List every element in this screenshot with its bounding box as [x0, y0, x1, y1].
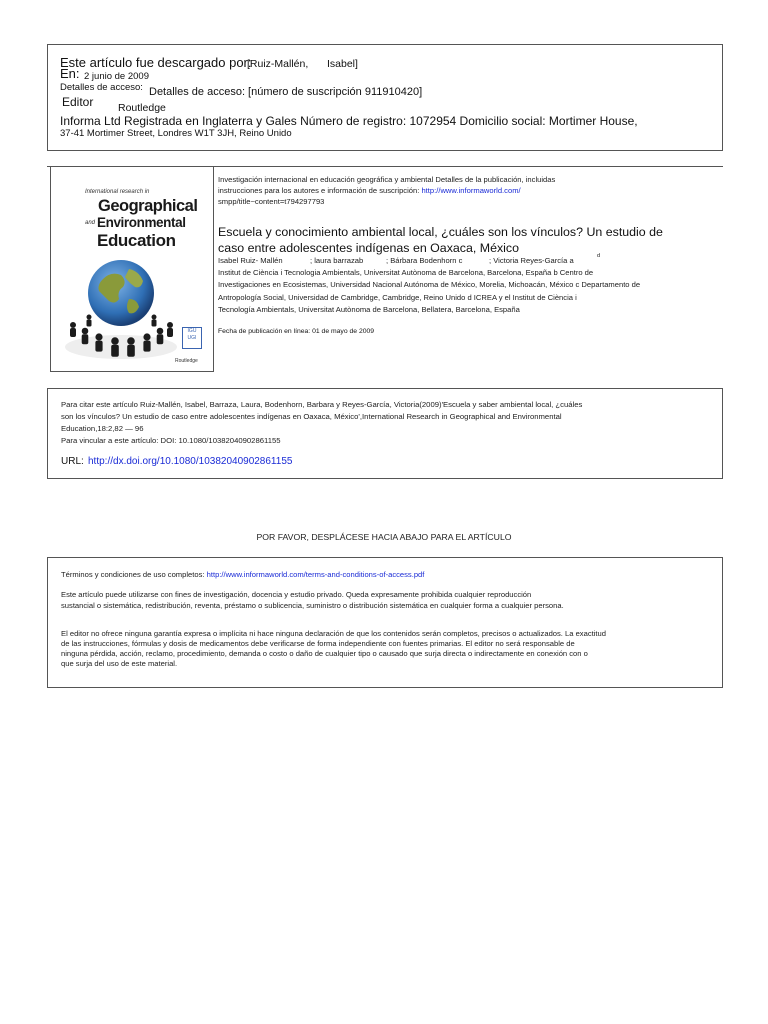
cover-line-3: Environmental — [97, 215, 186, 230]
terms-p2-line-1: El editor no ofrece ninguna garantía expresa o implícita ni hace ninguna declaración de que los contenidos serán completos, precisos o actualizados. La exactitud — [61, 629, 606, 638]
cover-and: and — [85, 220, 96, 226]
globe-icon — [59, 255, 179, 365]
citation-line-3: Education,18:2,82 — 96 — [61, 424, 144, 433]
informaworld-link[interactable]: http://www.informaworld.com/ — [421, 186, 521, 195]
citation-box — [47, 388, 723, 479]
terms-line — [61, 570, 424, 579]
cover-line-2: Geographical — [98, 197, 198, 215]
journal-details-line-2 — [218, 186, 521, 195]
terms-p1-line-2: sustancial o sistemática, redistribución, reventa, préstamo o sublicencia, suministro o distribución sistemática en cualquier forma a cualquier persona. — [61, 601, 564, 610]
citation-line-2: son los vínculos? Un estudio de caso entre adolescentes indígenas en Oaxaca, México',International Research in Geographical and Environmental — [61, 412, 562, 421]
terms-label: Términos y condiciones de uso completos: — [61, 570, 207, 579]
article-info-box — [47, 160, 723, 376]
publication-date: Fecha de publicación en línea: 01 de mayo de 2009 — [218, 328, 375, 335]
downloaded-by-label: Este artículo fue descargado por: — [60, 55, 252, 70]
author-1: Isabel Ruiz- Mallén — [218, 256, 283, 265]
access-label: Detalles de acceso: — [60, 82, 143, 93]
doi-url-link[interactable]: http://dx.doi.org/10.1080/10382040902861155 — [88, 456, 293, 467]
subscription-link[interactable]: smpp/title~content=t794297793 — [218, 197, 325, 206]
terms-p2-line-2: de las instrucciones, fórmulas y dosis de medicamentos debe verificarse de forma independiente con fuentes primarias. El editor no será responsable de — [61, 639, 575, 648]
unesco-logo: IGU UGI — [182, 327, 202, 349]
cover-line-4: Education — [97, 231, 176, 250]
article-title-line-1: Escuela y conocimiento ambiental local, ¿cuáles son los vínculos? Un estudio de — [218, 225, 663, 239]
downloaded-by-value-2: Isabel] — [327, 58, 358, 70]
author-3: ; Bárbara Bodenhorn c — [386, 256, 463, 265]
author-2: ; laura barrazab — [310, 256, 364, 265]
journal-cover — [50, 166, 214, 372]
citation-line-1: Para citar este artículo Ruiz-Mallén, Isabel, Barraza, Laura, Bodenhorn, Barbara y Reyes-García, Victoria(2009)'Escuela y saber ambiental local, ¿cuáles — [61, 400, 583, 409]
registered-line: Informa Ltd Registrada en Inglaterra y Gales Número de registro: 1072954 Domicilio social: Mortimer House, — [60, 114, 638, 128]
doi-line: Para vincular a este artículo: DOI: 10.1080/10382040902861155 — [61, 436, 281, 445]
cover-line-1: International research in — [85, 189, 150, 195]
scroll-down-note: POR FAVOR, DESPLÁCESE HACIA ABAJO PARA EL ARTÍCULO — [256, 532, 512, 542]
date-label: En: — [60, 66, 80, 81]
date-value: 2 junio de 2009 — [84, 71, 149, 82]
article-box-top-rule — [47, 166, 723, 167]
address-line: 37-41 Mortimer Street, Londres W1T 3JH, Reino Unido — [60, 128, 292, 139]
url-label: URL: — [61, 456, 84, 467]
publisher-label: Editor — [62, 95, 94, 109]
author-4: ; Victoria Reyes-García a — [489, 256, 574, 265]
terms-link[interactable]: http://www.informaworld.com/terms-and-conditions-of-access.pdf — [206, 570, 425, 579]
author-4-sup: d — [597, 253, 601, 259]
institution-line-2: Investigaciones en Ecosistemas, Universidad Nacional Autónoma de México, Morelia, Michoacán, México c Departamento de — [218, 280, 641, 289]
download-info-box — [47, 44, 723, 151]
terms-p1-line-1: Este artículo puede utilizarse con fines de investigación, docencia y estudio privado. Queda expresamente prohibida cualquier reproducción — [61, 590, 532, 599]
journal-details-line-1: Investigación internacional en educación geográfica y ambiental Detalles de la publicación, incluidas — [218, 175, 556, 184]
institution-line-3: Antropología Social, Universidad de Cambridge, Cambridge, Reino Unido d ICREA y el Institut de Ciència i — [218, 293, 577, 302]
terms-p2-line-3: ninguna pérdida, acción, reclamo, procedimiento, demanda o costo o daño de cualquier tipo o causado que surja directa o indirectamente en conexión con o — [61, 649, 588, 658]
terms-box — [47, 557, 723, 688]
institution-line-1: Institut de Ciència i Tecnologia Ambientals, Universitat Autònoma de Barcelona, Barcelona, España b Centro de — [218, 268, 594, 277]
downloaded-by-value: [Ruiz-Mallén, — [247, 58, 309, 70]
article-title-line-2: caso entre adolescentes indígenas en Oaxaca, México — [218, 241, 519, 255]
publisher-value: Routledge — [118, 102, 166, 114]
terms-p2-line-4: que surja del uso de este material. — [61, 659, 178, 668]
institution-line-4: Tecnología Ambientals, Universitat Autònoma de Barcelona, Bellatera, Barcelona, España — [218, 305, 520, 314]
access-value: Detalles de acceso: [número de suscripción 911910420] — [149, 86, 423, 98]
journal-details-text: instrucciones para los autores e información de suscripción: — [218, 186, 422, 195]
routledge-logo: Routledge — [175, 358, 198, 364]
